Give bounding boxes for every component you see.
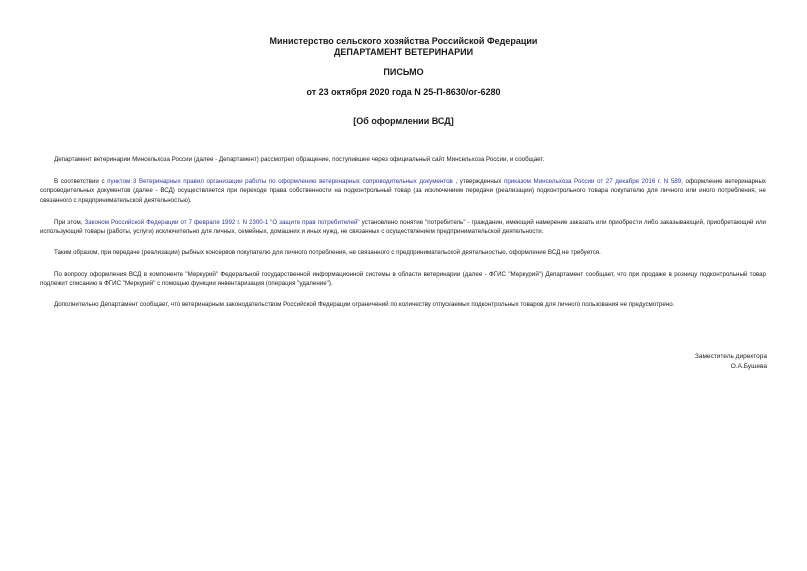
document-type: ПИСЬМО <box>383 67 424 77</box>
link-order-589[interactable]: приказом Минсельхоза России от 27 декабря 2016 г. N 589 <box>504 178 682 185</box>
signatory-title: Заместитель директора <box>694 353 767 360</box>
paragraph-text: , оформление ветеринарных сопроводительных документов (далее - ВСД) осуществляется при переходе права собственности на подконтрольный товар (за исключением передачи (реализации) подконтрольного товара покупателю для личного или иного потребления, не связанного с предпринимательской деятельностью). <box>40 178 766 204</box>
paragraph-text: При этом, <box>54 219 85 226</box>
document-subject: [Об оформлении ВСД] <box>353 116 454 126</box>
link-vet-rules-item-3[interactable]: пунктом 3 Ветеринарных правил организации работы по оформлению ветеринарных сопроводительных документов <box>107 178 453 185</box>
paragraph-vsd-rules <box>40 177 766 205</box>
paragraph-conclusion: Таким образом, при передаче (реализации) рыбных консервов покупателю для личного потребления, не связанного с предпринимательской деятельностью, оформление ВСД не требуется. <box>54 249 601 256</box>
paragraph-text: , утвержденных <box>452 178 504 185</box>
paragraph-intro: Департамент ветеринарии Минсельхоза России (далее - Департамент) рассмотрел обращение, поступившее через официальный сайт Минсельхоза России, и сообщает. <box>54 156 545 163</box>
department-title: ДЕПАРТАМЕНТ ВЕТЕРИНАРИИ <box>333 47 474 57</box>
ministry-title: Министерство сельского хозяйства Российской Федерации <box>269 36 538 46</box>
link-consumer-protection-law[interactable]: Законом Российской Федерации от 7 февраля 1992 г. N 2300-1 "О защите прав потребителей" <box>84 219 360 226</box>
paragraph-consumer-law <box>40 218 766 237</box>
paragraph-additional: Дополнительно Департамент сообщает, что ветеринарным законодательством Российской Федерации ограничений по количеству отпускаемых подконтрольных товаров для личного пользования не предусмотрено. <box>54 301 675 308</box>
signatory-name: О.А.Бушева <box>730 363 767 370</box>
paragraph-text: установлено понятие "потребитель" - гражданин, имеющий намерение заказать или приобрести либо заказывающий, приобретающий или использующий товары (работы, услуги) исключительно для личных, семейных, домашних и иных нужд, не связанных с осуществлением предпринимательской деятельности. <box>40 219 767 236</box>
document-date-number: от 23 октября 2020 года N 25-П-8630/ог-6280 <box>306 87 501 97</box>
paragraph-mercury: По вопросу оформления ВСД в компоненте "Меркурий" Федеральной государственной информационной системы в области ветеринарии (далее - ФГИС "Меркурий") Департамент сообщает, что при продаже в розницу подконтрольный товар подлежит списанию в ФГИС "Меркурий" с помощью функции инвентаризация (операция "удаление"). <box>40 271 766 288</box>
paragraph-text: В соответствии с <box>54 178 108 185</box>
